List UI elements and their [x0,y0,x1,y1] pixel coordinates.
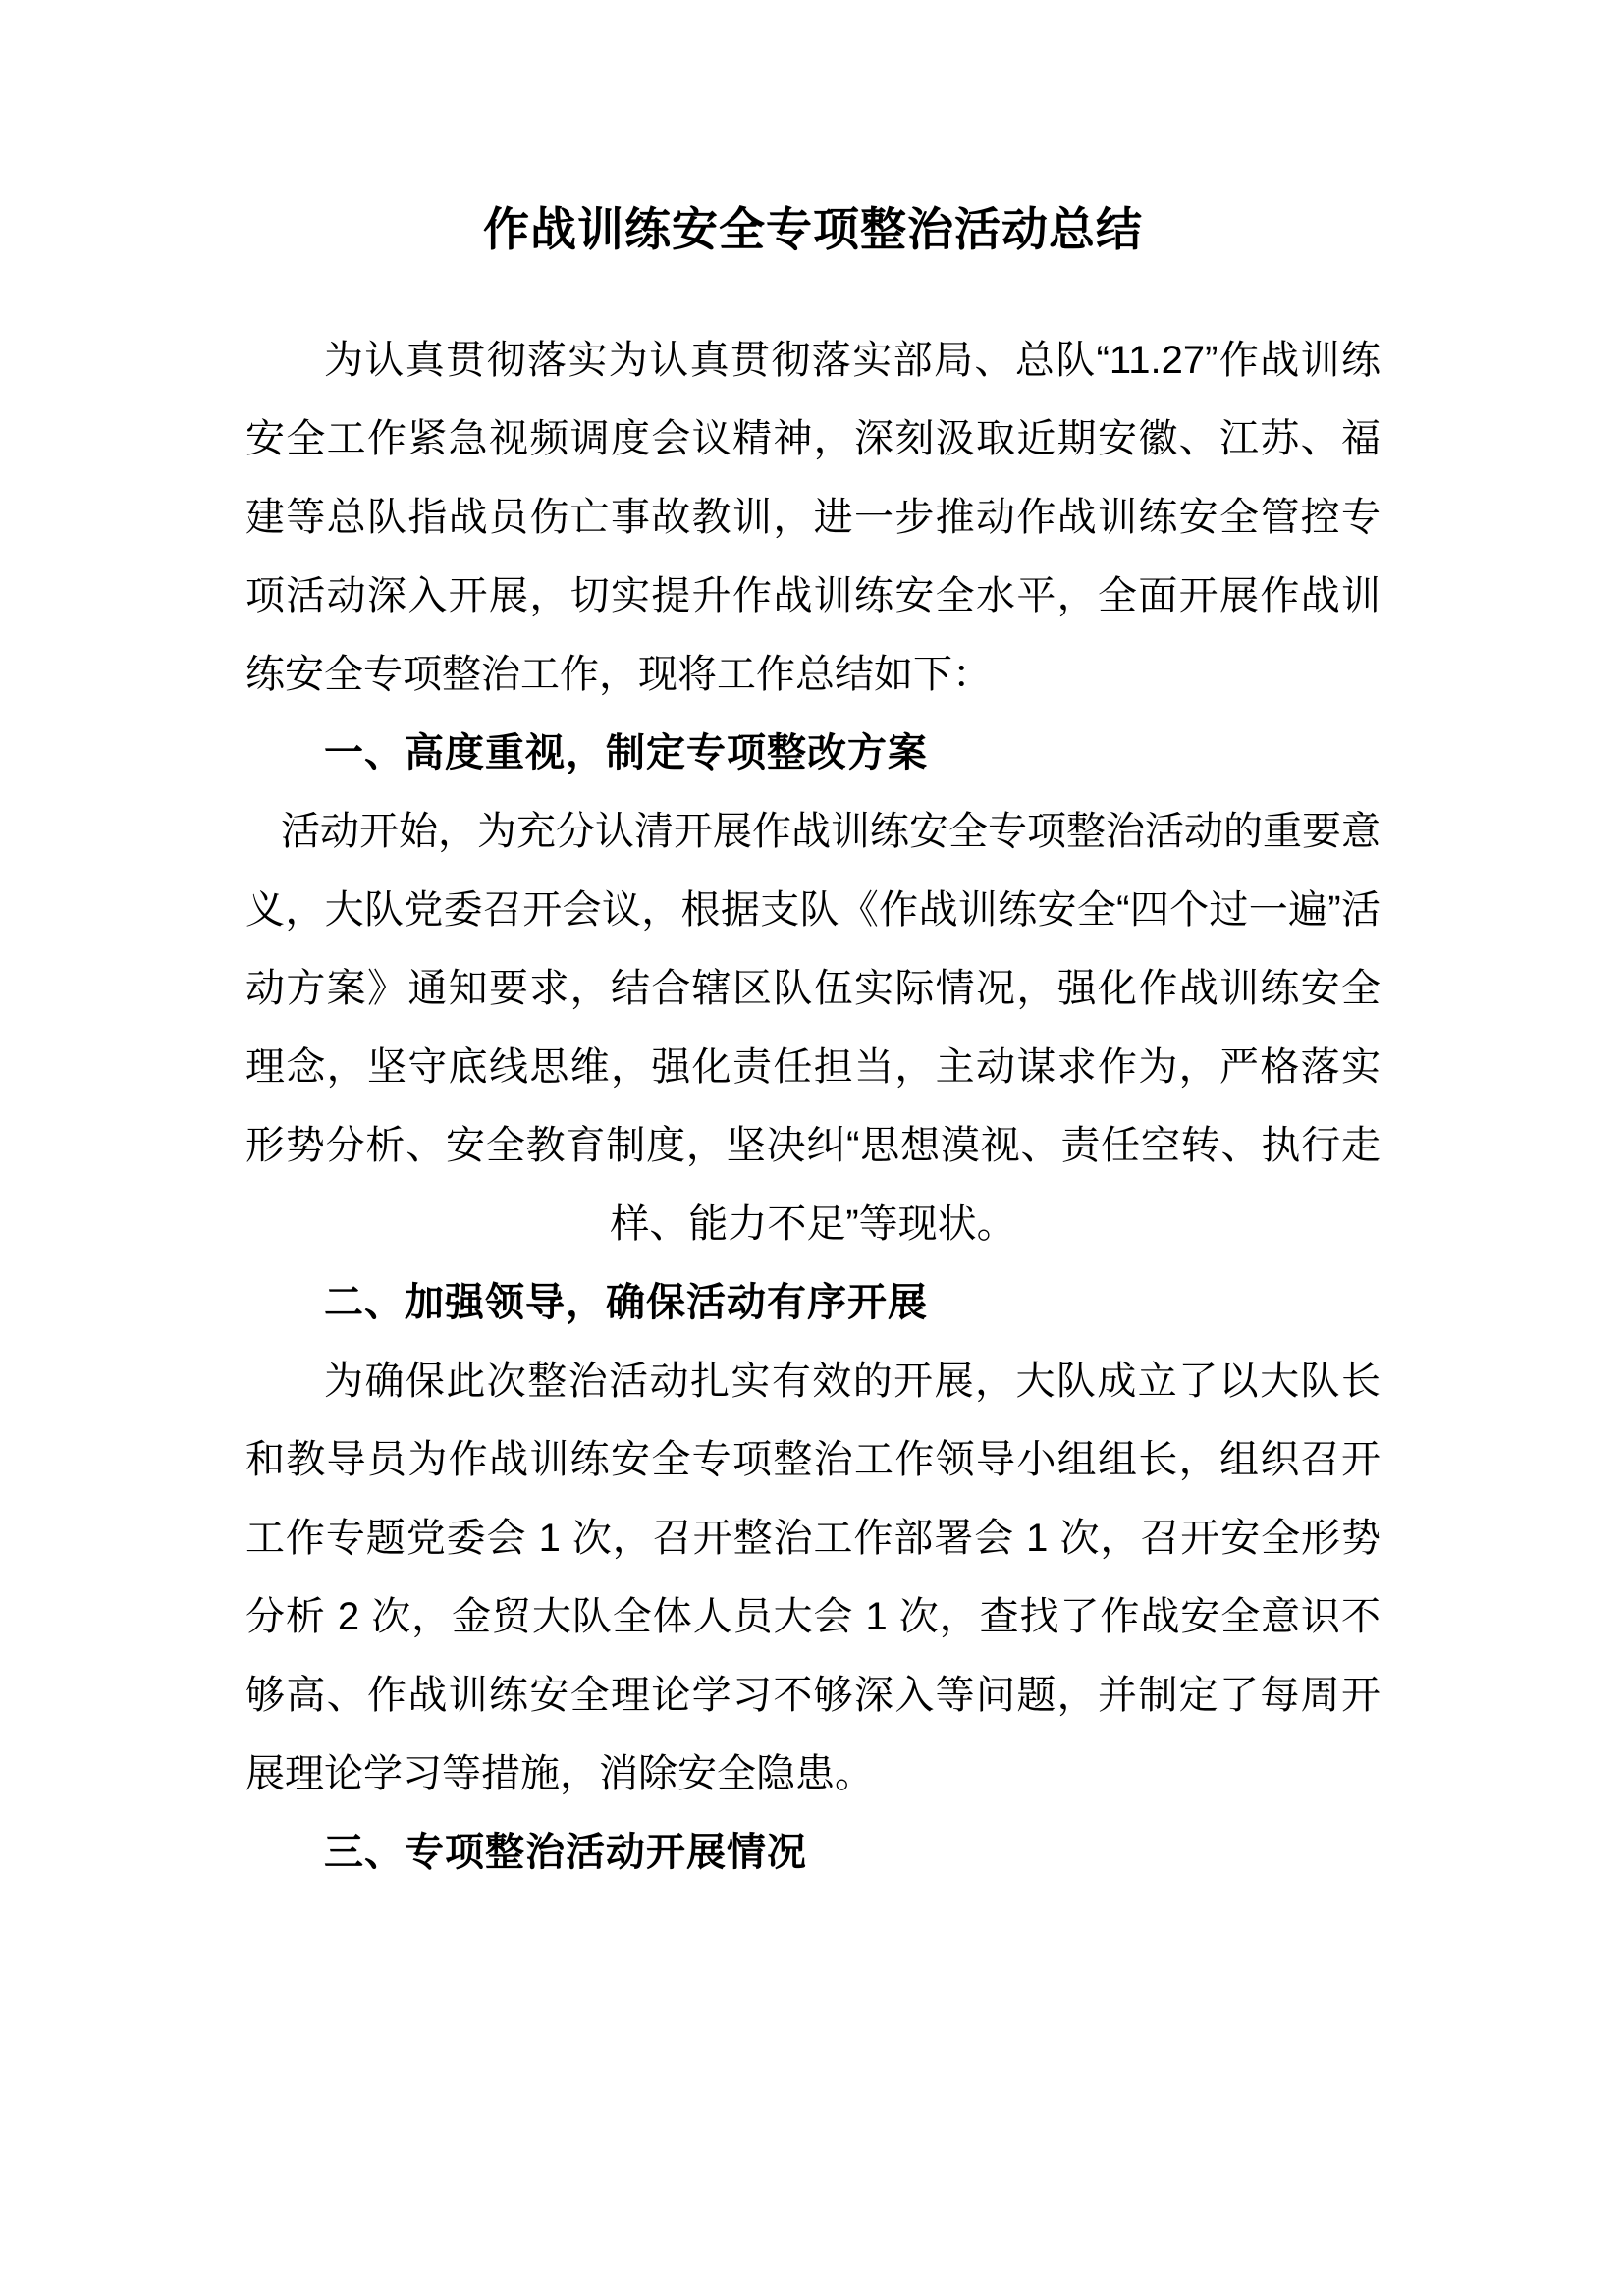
section-paragraph-1: 活动开始，为充分认清开展作战训练安全专项整治活动的重要意义，大队党委召开会议，根据支队《作战训练安全“四个过一遍”活动方案》通知要求，结合辖区队伍实际情况，强化作战训练安全理念，坚守底线思维，强化责任担当，主动谋求作为，严格落实形势分析、安全教育制度，坚决纠“思想漠视、责任空转、执行走样、能力不足”等现状。 [245,809,1380,1246]
intro-paragraph: 为认真贯彻落实为认真贯彻落实部局、总队“11.27”作战训练安全工作紧急视频调度会议精神，深刻汲取近期安徽、江苏、福建等总队指战员伤亡事故教训，进一步推动作战训练安全管控专项活动深入开展，切实提升作战训练安全水平，全面开展作战训练安全专项整治工作，现将工作总结如下： [245,338,1380,696]
section-heading-1: 一、高度重视，制定专项整改方案 [324,730,928,774]
document-content [245,0,1380,1892]
title-spacer [245,259,1380,321]
section-heading-2: 二、加强领导，确保活动有序开展 [324,1280,928,1324]
page-title: 作战训练安全专项整治活动总结 [483,203,1143,255]
section-paragraph-2: 为确保此次整治活动扎实有效的开展，大队成立了以大队长和教导员为作战训练安全专项整治工作领导小组组长，组织召开工作专题党委会 1 次，召开整治工作部署会 1 次，召开安全形势分析 2 次，金贸大队全体人员大会 1 次，查找了作战安全意识不够高、作战训练安全理论学习不够深入等问题，并制定了每周开展理论学习等措施，消除安全隐患。 [245,1359,1380,1795]
section-heading-3: 三、专项整治活动开展情况 [324,1830,807,1874]
